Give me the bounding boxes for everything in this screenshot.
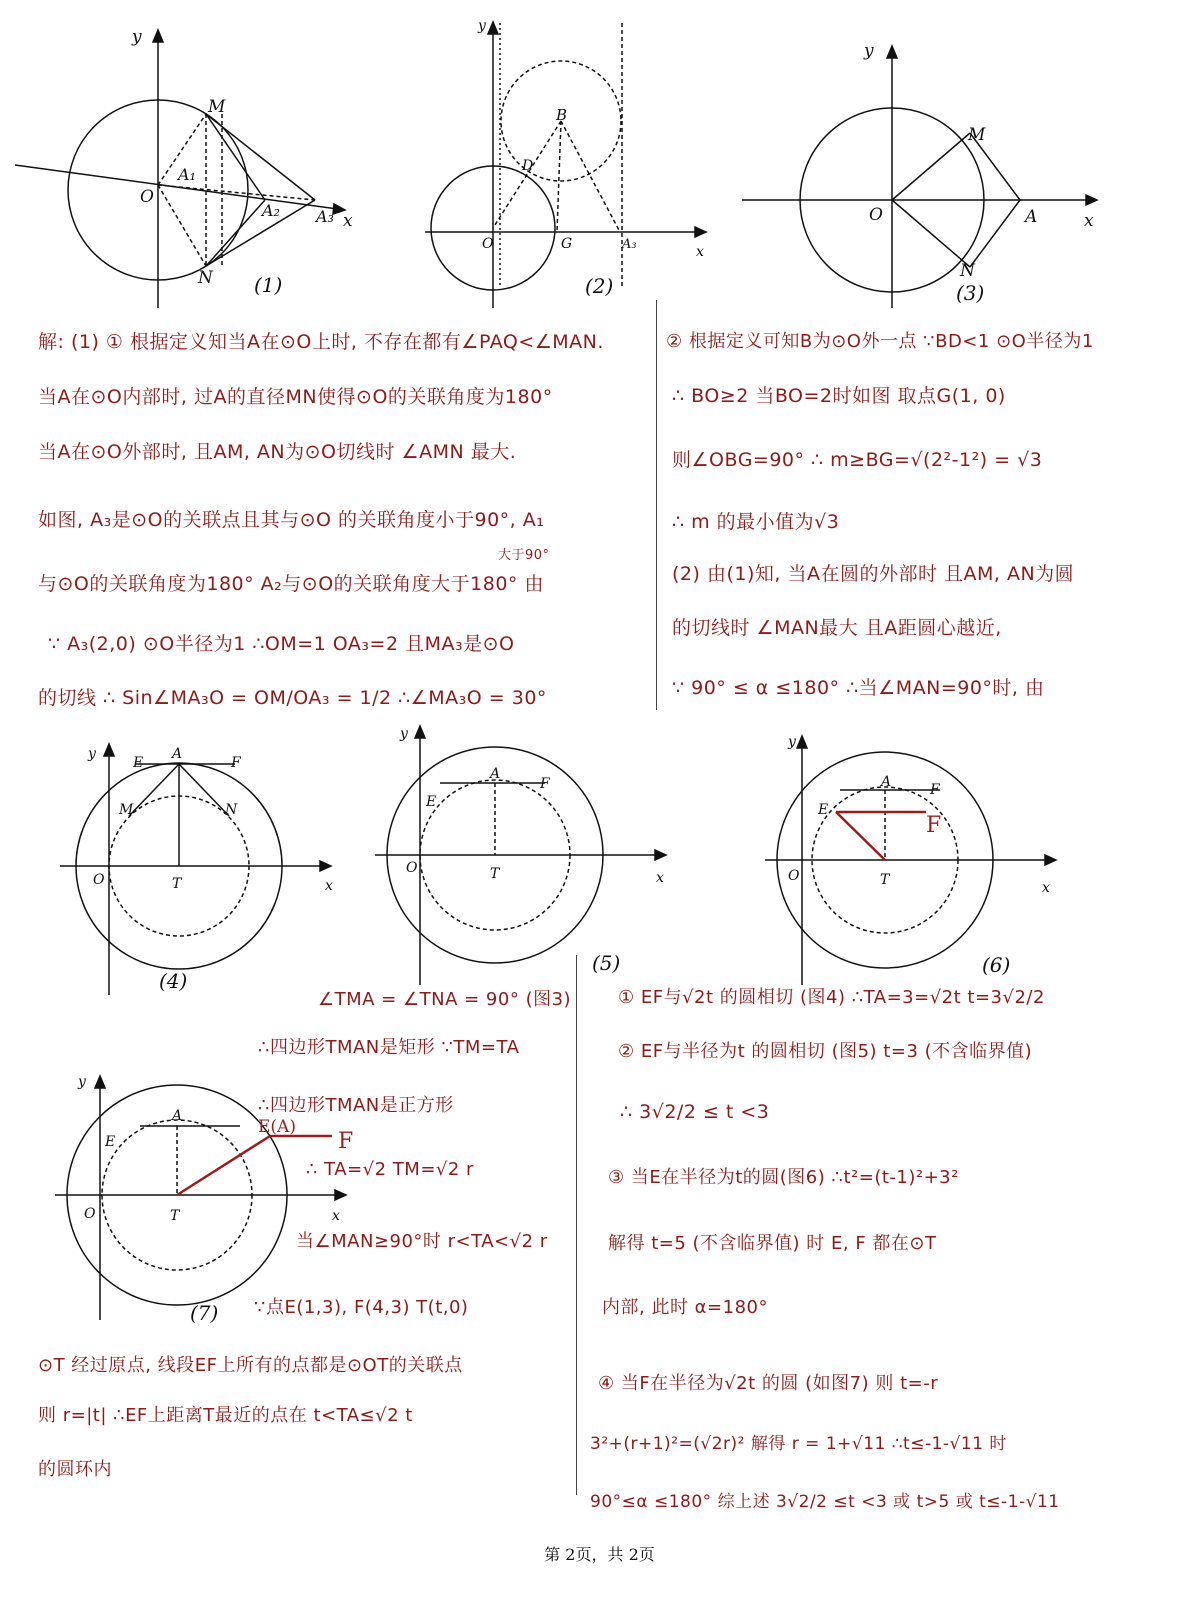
f2-a3-label: A₃ [622,237,637,252]
f7-o-label: O [84,1206,96,1222]
f1-caption: (1) [254,273,283,297]
f7-x-label: x [332,1208,340,1224]
mid-note-4: ∴ TA=√2 TM=√2 r [306,1159,474,1180]
page-footer: 第 2页，共 2页 [544,1545,655,1564]
f3-x-label: x [1084,211,1094,231]
right-solution-line-5: (2) 由(1)知, 当A在圆的外部时 且AM, AN为圆 [672,563,1075,585]
right-solution-line-3: 则∠OBG=90° ∴ m≥BG=√(2²-1²) = √3 [672,449,1043,471]
figure-2 [420,8,720,308]
f1-o-label: O [140,187,154,207]
f4-x-label: x [325,878,333,894]
f3-a-label: A [1025,207,1038,227]
right-solution-line-1: ② 根据定义可知B为⊙O外一点 ∵BD<1 ⊙O半径为1 [666,331,1094,352]
f4-caption: (4) [159,969,188,993]
f7-a-label: A [172,1108,183,1124]
f4-a-label: A [172,746,183,762]
bottom-right-line-5: 解得 t=5 (不含临界值) 时 E, F 都在⊙T [608,1233,937,1254]
upper-divider [656,300,657,710]
left-solution-line-1: 解: (1) ① 根据定义知当A在⊙O上时, 不存在都有∠PAQ<∠MAN. [38,331,604,353]
f6-t-label: T [880,872,890,888]
f4-e-label: E [133,755,144,771]
f5-x-label: x [656,870,664,886]
f4-n-label: N [225,802,238,818]
f1-a2-label: A₂ [262,201,280,220]
bottom-right-line-6: 内部, 此时 α=180° [602,1297,768,1318]
f6-caption: (6) [982,953,1011,977]
left-solution-line-7: 的切线 ∴ Sin∠MA₃O = OM/OA₃ = 1/2 ∴∠MA₃O = 30° [38,687,547,709]
right-solution-line-2: ∴ BO≥2 当BO=2时如图 取点G(1, 0) [672,385,1006,407]
f1-y-label: y [132,27,142,47]
figure-6 [760,730,1070,990]
f1-x-label: x [343,211,353,231]
figure-4 [55,740,355,1000]
f5-a-label: A [490,766,501,782]
f1-a1-label: A₁ [178,165,196,184]
f4-f-label: F [231,755,241,771]
f7-f-red-label: F [338,1129,354,1154]
f2-caption: (2) [585,274,614,298]
bottom-right-line-9: 90°≤α ≤180° 综上述 3√2/2 ≤t <3 或 t>5 或 t≤-1-√11 [590,1492,1060,1512]
f4-m-label: M [119,802,134,818]
left-solution-line-2: 当A在⊙O内部时, 过A的直径MN使得⊙O的关联角度为180° [38,386,553,408]
left-solution-line-4: 如图, A₃是⊙O的关联点且其与⊙O 的关联角度小于90°, A₁ [38,509,545,531]
lower-divider [576,955,577,1495]
f6-y-label: y [788,734,796,750]
f6-f-label: F [930,782,940,798]
bottom-right-line-3: ∴ 3√2/2 ≤ t <3 [620,1101,770,1123]
f4-y-label: y [88,746,96,762]
f7-y-label: y [78,1074,86,1090]
f3-o-label: O [869,205,883,225]
bottom-left-line-3: 的圆环内 [38,1459,112,1480]
right-solution-line-4: ∴ m 的最小值为√3 [672,511,840,533]
f3-n-label: N [960,261,975,281]
f5-caption: (5) [592,951,621,975]
bottom-right-line-2: ② EF与半径为t 的圆相切 (图5) t=3 (不含临界值) [618,1041,1033,1062]
f7-e-label: E [105,1134,116,1150]
f2-b-label: B [556,106,568,124]
mid-note-1: ∠TMA = ∠TNA = 90° (图3) [318,989,572,1010]
f2-x-label: x [696,244,704,260]
f2-o-label: O [482,236,494,252]
f3-m-label: M [968,125,986,145]
f5-t-label: T [490,866,500,882]
f7-ea-red-label: E(A) [258,1117,296,1137]
bottom-right-line-8: 3²+(r+1)²=(√2r)² 解得 r = 1+√11 ∴t≤-1-√11 时 [590,1434,1007,1454]
f5-e-label: E [426,794,437,810]
f2-g-label: G [561,236,573,252]
bottom-right-line-1: ① EF与√2t 的圆相切 (图4) ∴TA=3=√2t t=3√2/2 [618,987,1045,1008]
f5-y-label: y [400,726,408,742]
f3-caption: (3) [956,281,985,305]
f2-d-label: D [522,158,534,174]
mid-note-2: ∴四边形TMAN是矩形 ∵TM=TA [258,1037,520,1058]
left-small-note: 大于90° [498,548,550,563]
bottom-left-line-1: ⊙T 经过原点, 线段EF上所有的点都是⊙OT的关联点 [38,1355,463,1376]
right-solution-line-6: 的切线时 ∠MAN最大 且A距圆心越近, [672,617,1002,639]
bottom-right-line-4: ③ 当E在半径为t的圆(图6) ∴t²=(t-1)²+3² [608,1167,959,1188]
f4-o-label: O [93,872,105,888]
f1-m-label: M [208,97,226,117]
left-solution-line-5: 与⊙O的关联角度为180° A₂与⊙O的关联角度大于180° 由 [38,573,544,595]
f7-caption: (7) [190,1301,219,1325]
f6-a-label: A [881,774,892,790]
figure-5 [370,720,680,990]
f7-t-label: T [170,1208,180,1224]
mid-note-3: ∴四边形TMAN是正方形 [258,1095,454,1116]
figure-1 [10,20,370,310]
mid-note-6: ∵点E(1,3), F(4,3) T(t,0) [254,1297,469,1318]
bottom-left-line-2: 则 r=|t| ∴EF上距离T最近的点在 t<TA≤√2 t [38,1405,413,1426]
f1-a3-label: A₃ [316,207,334,226]
bottom-right-line-7: ④ 当F在半径为√2t 的圆 (如图7) 则 t=-r [598,1373,939,1394]
f1-n-label: N [198,268,213,288]
f6-x-label: x [1042,880,1050,896]
left-solution-line-6: ∵ A₃(2,0) ⊙O半径为1 ∴OM=1 OA₃=2 且MA₃是⊙O [48,633,515,655]
f5-f-label: F [540,776,550,792]
f6-f-red-label: F [926,813,942,838]
f2-y-label: y [478,18,486,34]
f4-t-label: T [172,876,182,892]
figure-3 [740,38,1120,308]
left-solution-line-3: 当A在⊙O外部时, 且AM, AN为⊙O切线时 ∠AMN 最大. [38,441,517,463]
f5-o-label: O [406,860,418,876]
f6-o-label: O [788,868,800,884]
f3-y-label: y [864,41,874,61]
right-solution-line-7: ∵ 90° ≤ α ≤180° ∴当∠MAN=90°时, 由 [672,677,1045,699]
f6-e-label: E [818,802,829,818]
mid-note-5: 当∠MAN≥90°时 r<TA<√2 r [296,1231,548,1252]
